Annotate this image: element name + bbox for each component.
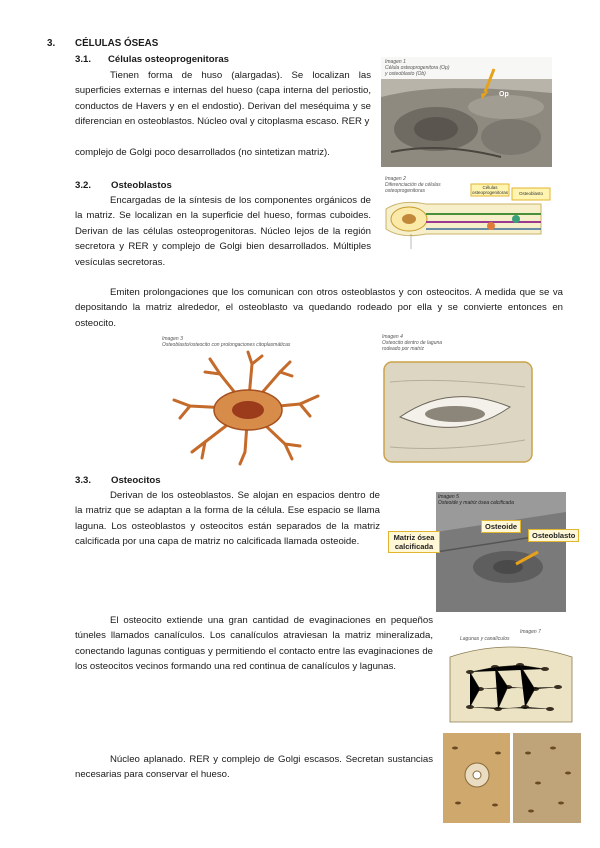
fig4-caption-line1: Imagen 4 (382, 334, 403, 340)
figure-bone-photos (443, 733, 581, 823)
fig4-caption-line3: rodeado por matriz (382, 346, 424, 352)
fig1-caption-line1: Imagen 1 (385, 59, 406, 65)
figure-differentiation-diagram (381, 174, 552, 258)
fig1-caption-line3: y osteoblasto (Ob) (385, 71, 426, 77)
fig5-label-matriz: Matriz ósea calcificada (388, 531, 440, 553)
sub1-title: Células osteoprogenitoras (108, 54, 230, 65)
fig2-caption-line3: osteoprogenitoras (385, 188, 426, 194)
figure-osteocyte-lacuna (380, 332, 536, 464)
sub3-paragraph-3-text: Núcleo aplanado. RER y complejo de Golgi escasos. Secretan sustancias necesarias para conservar el hueso. (75, 754, 433, 781)
fig2-caption-line2: Diferenciación de células (385, 182, 441, 188)
fig5-label-osteoide: Osteoide (481, 520, 521, 533)
figure-osteocyte-drawing (160, 334, 335, 469)
fig2-box-osteoprogenitor: Células osteoprogenitoras (472, 185, 509, 195)
fig5-caption-line1: Imagen 5 (438, 494, 459, 500)
sub3-paragraph-2 (75, 613, 433, 675)
sub3-paragraph-3 (75, 752, 433, 783)
figure-canaliculi (440, 627, 582, 725)
fig3-caption-line1: Imagen 3 (162, 336, 183, 342)
sub2-title: Osteoblastos (111, 180, 172, 191)
fig2-caption-line1: Imagen 2 (385, 176, 406, 182)
figure-osteoprogenitor (381, 57, 552, 167)
fig5-label-osteoblasto: Osteoblasto (528, 529, 579, 542)
sub3-paragraph-2-text: El osteocito extiende una gran cantidad de evaginaciones en pequeños túneles llamados canalículos. Los canalículos atraviesan la matriz mineralizada, conectando lagunas contiguas y permitiendo el contacto entre las evaginaciones de los osteocitos vecinos formando una red continua de canalículos y lagunas. (75, 615, 433, 673)
section-number: 3. (47, 38, 56, 49)
fig1-label-op: Op (499, 91, 509, 98)
fig3-caption-line2: Osteoblasto/osteocito con prolongaciones citoplasmáticas (162, 342, 291, 348)
fig2-box-osteoblast: Osteoblasto (518, 191, 543, 196)
sub1-paragraph: Tienen forma de huso (alargadas). Se localizan las superficies externas e internas del hueso (capa interna del periostio, conductos de Havers y en el endostio). Derivan del meséquima y se diferencian en osteoblastos. Núcleo oval y citoplasma escaso. RER y (75, 70, 371, 128)
sub2-number: 3.2. (75, 180, 92, 191)
fig4-caption-line2: Osteocito dentro de laguna (382, 340, 443, 346)
fig6-caption-line2: Lagunas y canalículos (460, 636, 510, 642)
sub1-number: 3.1. (75, 54, 92, 65)
fig6-caption-line1: Imagen 7 (520, 629, 541, 635)
sub2-paragraph: Encargadas de la síntesis de los componentes orgánicos de la matriz. Se localizan en la superficie del hueso, formas cuboides. Derivan de las células osteoprogenitoras. Núcleo lejos de la región secretora y RER y complejo de Golgi bien desarrollados. Múltiples vesículas secretoras. (75, 195, 371, 268)
sub3-number: 3.3. (75, 475, 92, 486)
sub3-title: Osteocitos (111, 475, 161, 486)
sub1-paragraph-last: complejo de Golgi poco desarrollados (no sintetizan matriz). (75, 147, 330, 158)
sub3-paragraph: Derivan de los osteoblastos. Se alojan en espacios dentro de la matriz que se adaptan a la forma de la célula. Ese espacio se llama laguna. Los osteoblastos y osteocitos están separados de la matriz calcificada por una capa de matriz no calcificada llamada osteoide. (75, 490, 380, 548)
sub2-paragraph-2: Emiten prolongaciones que los comunican con otros osteoblastos y con osteocitos. A medida que se va depositando la matriz alrededor, el osteoblasto va quedando rodeado por ella y se convierte entonces en osteocito. (75, 287, 563, 329)
fig5-caption-line2: Osteoide y matriz ósea calcificada (438, 500, 514, 506)
fig1-caption-line2: Célula osteoprogenitora (Op) (385, 65, 450, 71)
section-title: CÉLULAS ÓSEAS (75, 38, 159, 49)
figure-osteoid (388, 492, 586, 612)
